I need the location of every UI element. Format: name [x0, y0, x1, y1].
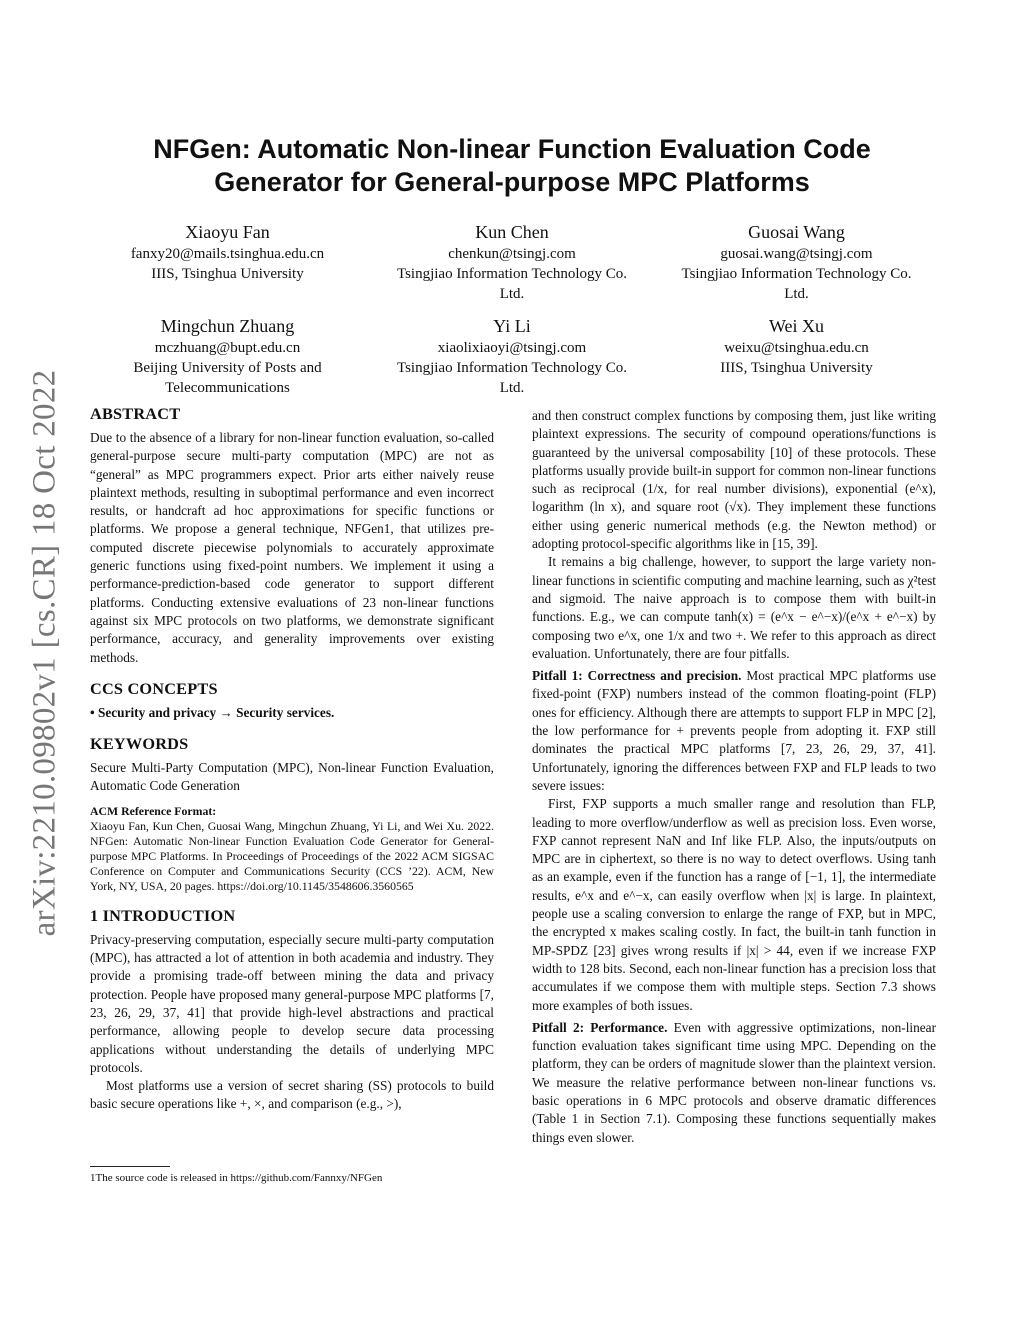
- author: [375, 314, 650, 398]
- pitfall-2-text: Even with aggressive optimizations, non-linear function evaluation takes significant time using MPC. Depending on the platform, they can be orders of magnitude slower than the plaintext version. We measure the relative performance between non-linear functions vs. basic operations in 6 MPC protocols and observe dramatic differences (Table 1 in Section 7.1). Composing these functions sequentially makes things even slower.: [532, 1019, 936, 1145]
- footnote-rule: [90, 1166, 170, 1167]
- author-affiliation: Tsingjiao Information Technology Co.: [396, 360, 628, 376]
- intro-heading: 1 INTRODUCTION: [90, 905, 236, 925]
- author-row: [90, 314, 934, 398]
- author-affiliation-cont: Ltd.: [499, 286, 525, 302]
- pitfall-2-title: Pitfall 2: Performance.: [532, 1019, 668, 1035]
- footnote-text: 1The source code is released in https://github.com/Fannxy/NFGen: [90, 1172, 383, 1184]
- author-email: fanxy20@mails.tsinghua.edu.cn: [130, 246, 325, 262]
- author-row: [90, 220, 934, 304]
- author: [375, 220, 650, 304]
- title-line-2: Generator for General-purpose MPC Platforms: [214, 167, 810, 197]
- author-affiliation-cont: Ltd.: [784, 286, 809, 302]
- keywords-heading: KEYWORDS: [90, 734, 189, 754]
- author-name: Kun Chen: [475, 222, 549, 242]
- author-affiliation-cont: Ltd.: [499, 380, 525, 396]
- intro-paragraph-2: Most platforms use a version of secret sharing (SS) protocols to build basic secure operations like +, ×, and comparison (e.g., >),: [90, 1078, 494, 1112]
- pitfall-1-text: Most practical MPC platforms use fixed-point (FXP) numbers instead of the common floating-point (FLP) ones for efficiency. Although there are attempts to support FLP in MPC [2], the low performance for + prevents people from adopting it. FXP still dominates the practical MPC platforms [7, 23, 26, 29, 37, 41]. Unfortunately, ignoring the differences between FXP and FLP leads to two severe issues:: [532, 668, 936, 793]
- footnote: [90, 1166, 494, 1184]
- author: [659, 314, 934, 398]
- pitfall-2: [532, 1019, 936, 1147]
- acm-ref-heading: ACM Reference Format:: [90, 803, 217, 818]
- author-email: xiaolixiaoyi@tsingj.com: [437, 340, 587, 356]
- paper-title: [90, 133, 934, 199]
- pitfall-1: [532, 667, 936, 795]
- ccs-text: • Security and privacy → Security services.: [90, 704, 335, 720]
- author: [659, 220, 934, 304]
- author-affiliation: Tsingjiao Information Technology Co.: [396, 266, 628, 282]
- author-name: Yi Li: [493, 316, 531, 336]
- acm-ref-text: Xiaoyu Fan, Kun Chen, Guosai Wang, Mingchun Zhuang, Yi Li, and Wei Xu. 2022. NFGen: Automatic Non-linear Function Evaluation Code Generator for General-purpose MPC Platforms. In Proceedings of Proceedings of the 2022 ACM SIGSAC Conference on Computer and Communications Security (CCS ’22). ACM, New York, NY, USA, 20 pages. https://doi.org/10.1145/3548606.3560565: [90, 818, 494, 893]
- author-name: Wei Xu: [768, 316, 825, 336]
- author-affiliation: Beijing University of Posts and: [133, 360, 322, 376]
- author-email: weixu@tsinghua.edu.cn: [724, 340, 869, 356]
- right-paragraph-1: and then construct complex functions by composing them, just like writing plaintext expressions. The security of compound operations/functions is guaranteed by the universal composability [10] of these protocols. These platforms usually provide built-in support for common non-linear functions such as reciprocal (1/x, for real number divisions), exponential (e^x), logarithm (ln x), and square root (√x). They implement these functions either using generic numerical methods (e.g. the Newton method) or adopting protocol-specific algorithms like in [15, 39].: [532, 408, 936, 552]
- author: [90, 220, 365, 304]
- abstract-text: Due to the absence of a library for non-linear function evaluation, so-called general-purpose secure multi-party computation (MPC) are not as “general” as MPC programmers expect. Prior arts either naively reuse plaintext methods, resulting in suboptimal performance and even incorrect results, or handcraft ad hoc approximations for specific functions or platforms. We propose a general technique, NFGen1, that utilizes pre-computed discrete piecewise polynomials to accurately approximate generic functions using fixed-point numbers. We implement it using a performance-prediction-based code generator to support different platforms. Conducting extensive evaluations of 23 non-linear functions against six MPC protocols on two platforms, we demonstrate significant performance, accuracy, and generality improvements over existing methods.: [90, 430, 494, 665]
- right-paragraph-2: It remains a big challenge, however, to support the large variety non-linear functions in scientific computing and machine learning, such as χ²test and sigmoid. The naive approach is to compose them with built-in functions. E.g., we can compute tanh(x) = (e^x − e^−x)/(e^x + e^−x) by composing two e^x, one 1/x and two +. We refer to this approach as direct evaluation. Unfortunately, there are four pitfalls.: [532, 554, 936, 661]
- author: [90, 314, 365, 398]
- author-email: chenkun@tsingj.com: [448, 246, 576, 262]
- pitfall-1-title: Pitfall 1: Correctness and precision.: [532, 668, 742, 684]
- title-line-1: NFGen: Automatic Non-linear Function Evaluation Code: [153, 134, 871, 164]
- right-column: [532, 407, 936, 1147]
- author-email: mczhuang@bupt.edu.cn: [154, 340, 301, 356]
- author-email: guosai.wang@tsingj.com: [720, 246, 873, 262]
- right-paragraph-3: First, FXP supports a much smaller range and resolution than FLP, leading to more overflow/underflow as well as precision loss. Even worse, FXP cannot represent NaN and Inf like FLP. Also, the inputs/outputs on MPC are in ciphertext, so there is no way to detect overflows. Using tanh as an example, even if the function has a range of [−1, 1], the intermediate results, e^x and e^−x, can easily overflow when |x| is large. In plaintext, people use a scaling conversion to enlarge the range of FXP, but in MPC, the encrypted x makes scaling costly. In fact, the built-in tanh function in MP-SPDZ [23] gives wrong results if |x| > 44, even if we increase FXP width to 128 bits. Second, each non-linear function has a precision loss that accumulates if we compose them with multiple steps. Section 7.3 shows more examples of both issues.: [532, 796, 936, 1013]
- author-affiliation: IIIS, Tsinghua University: [720, 360, 873, 376]
- author-name: Guosai Wang: [748, 222, 845, 242]
- author-name: Xiaoyu Fan: [185, 222, 270, 242]
- arxiv-id: arXiv:2210.09802v1 [cs.CR] 18 Oct 2022: [26, 369, 63, 936]
- intro-paragraph-1: Privacy-preserving computation, especially secure multi-party computation (MPC), has attracted a lot of attention in both academia and industry. They provide a promising trade-off between mining the data and privacy protection. People have proposed many general-purpose MPC platforms [7, 23, 26, 29, 37, 41] that provide high-level abstractions and practical performance, allowing people to develop secure data processing applications without understanding the details of underlying MPC protocols.: [90, 931, 494, 1075]
- left-column: [90, 404, 494, 1114]
- author-name: Mingchun Zhuang: [160, 316, 295, 336]
- author-affiliation: Tsingjiao Information Technology Co.: [681, 266, 912, 282]
- author-affiliation-cont: Telecommunications: [165, 380, 290, 396]
- author-affiliation: IIIS, Tsinghua University: [151, 266, 304, 282]
- ccs-heading: CCS CONCEPTS: [90, 678, 218, 698]
- author-block: [90, 220, 934, 408]
- arxiv-side-label: [26, 350, 63, 955]
- abstract-heading: ABSTRACT: [90, 404, 181, 423]
- keywords-text: Secure Multi-Party Computation (MPC), Non-linear Function Evaluation, Automatic Code Generation: [90, 760, 494, 794]
